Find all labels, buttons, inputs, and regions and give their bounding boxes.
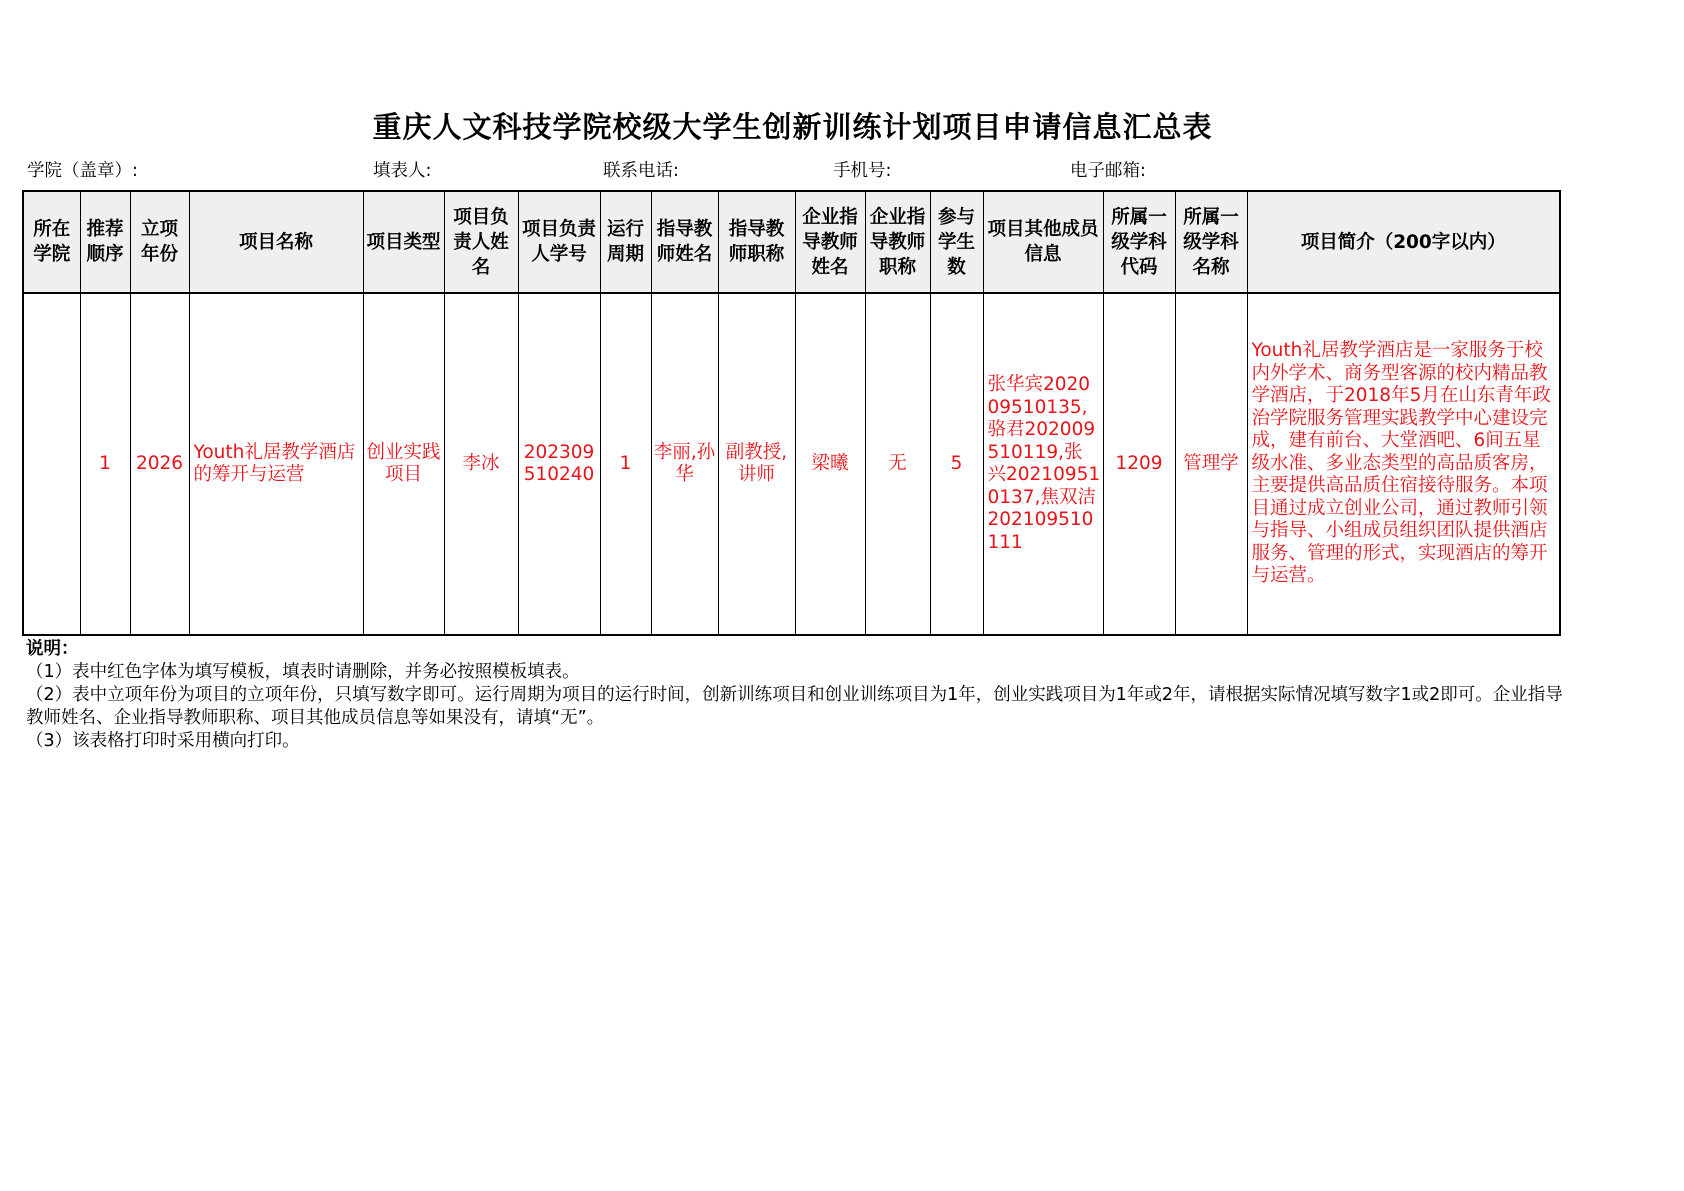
header-subject-name: 所属一级学科名称 <box>1175 191 1247 293</box>
summary-table <box>22 190 1561 636</box>
mobile-label: 手机号: <box>833 161 892 181</box>
cell-project-name: Youth礼居教学酒店的筹开与运营 <box>189 293 363 635</box>
header-leader-id: 项目负责人学号 <box>518 191 600 293</box>
table-header-row <box>23 191 1560 293</box>
header-year: 立项年份 <box>130 191 189 293</box>
cell-intro: Youth礼居教学酒店是一家服务于校内外学术、商务型客源的校内精品教学酒店，于2018年5月在山东青年政治学院服务管理实践教学中心建设完成，建有前台、大堂酒吧、6间五星级水准、多业态类型的高品质客房，主要提供高品质住宿接待服务。本项目通过成立创业公司，通过教师引领与指导、小组成员组织团队提供酒店服务、管理的形式，实现酒店的筹开与运营。 <box>1247 293 1560 635</box>
header-subject-code: 所属一级学科代码 <box>1103 191 1175 293</box>
header-order: 推荐顺序 <box>80 191 130 293</box>
cell-subject-name: 管理学 <box>1175 293 1247 635</box>
email-label: 电子邮箱: <box>1070 161 1146 181</box>
header-advisor-name: 指导教师姓名 <box>651 191 718 293</box>
cell-students: 5 <box>930 293 983 635</box>
header-members: 项目其他成员信息 <box>983 191 1103 293</box>
header-advisor-title: 指导教师职称 <box>718 191 795 293</box>
phone-label: 联系电话: <box>603 161 679 181</box>
note-item-3: （3）该表格打印时采用横向打印。 <box>26 731 300 751</box>
cell-leader-id: 202309510240 <box>518 293 600 635</box>
note-item-2: （2）表中立项年份为项目的立项年份，只填写数字即可。运行周期为项目的运行时间，创新训练项目和创业训练项目为1年，创业实践项目为1年或2年，请根据实际情况填写数字1或2即可。企业指导教师姓名、企业指导教师职称、项目其他成员信息等如果没有，请填“无”。 <box>26 685 1563 728</box>
college-stamp-label: 学院（盖章）: <box>27 161 138 181</box>
cell-order: 1 <box>80 293 130 635</box>
header-project-type: 项目类型 <box>363 191 444 293</box>
notes-title: 说明： <box>26 639 79 659</box>
header-students: 参与学生数 <box>930 191 983 293</box>
page-title: 重庆人文科技学院校级大学生创新训练计划项目申请信息汇总表 <box>372 110 1213 144</box>
note-item-1: （1）表中红色字体为填写模板，填表时请删除，并务必按照模板填表。 <box>26 662 580 682</box>
table-row <box>23 293 1560 635</box>
cell-advisor-name: 李丽,孙华 <box>651 293 718 635</box>
header-project-name: 项目名称 <box>189 191 363 293</box>
header-intro: 项目简介（200字以内） <box>1247 191 1560 293</box>
cell-leader-name: 李冰 <box>444 293 518 635</box>
header-college: 所在学院 <box>23 191 80 293</box>
header-ent-advisor-title: 企业指导教师职称 <box>865 191 930 293</box>
cell-cycle: 1 <box>600 293 651 635</box>
cell-ent-advisor-name: 梁曦 <box>795 293 865 635</box>
cell-year: 2026 <box>130 293 189 635</box>
cell-college <box>23 293 80 635</box>
cell-advisor-title: 副教授,讲师 <box>718 293 795 635</box>
cell-subject-code: 1209 <box>1103 293 1175 635</box>
header-ent-advisor-name: 企业指导教师姓名 <box>795 191 865 293</box>
cell-project-type: 创业实践项目 <box>363 293 444 635</box>
cell-members: 张华宾202009510135,骆君202009510119,张兴202109510137,焦双洁202109510111 <box>983 293 1103 635</box>
header-leader-name: 项目负责人姓名 <box>444 191 518 293</box>
filler-label: 填表人: <box>373 161 432 181</box>
header-cycle: 运行周期 <box>600 191 651 293</box>
notes-section <box>26 638 1566 753</box>
cell-ent-advisor-title: 无 <box>865 293 930 635</box>
